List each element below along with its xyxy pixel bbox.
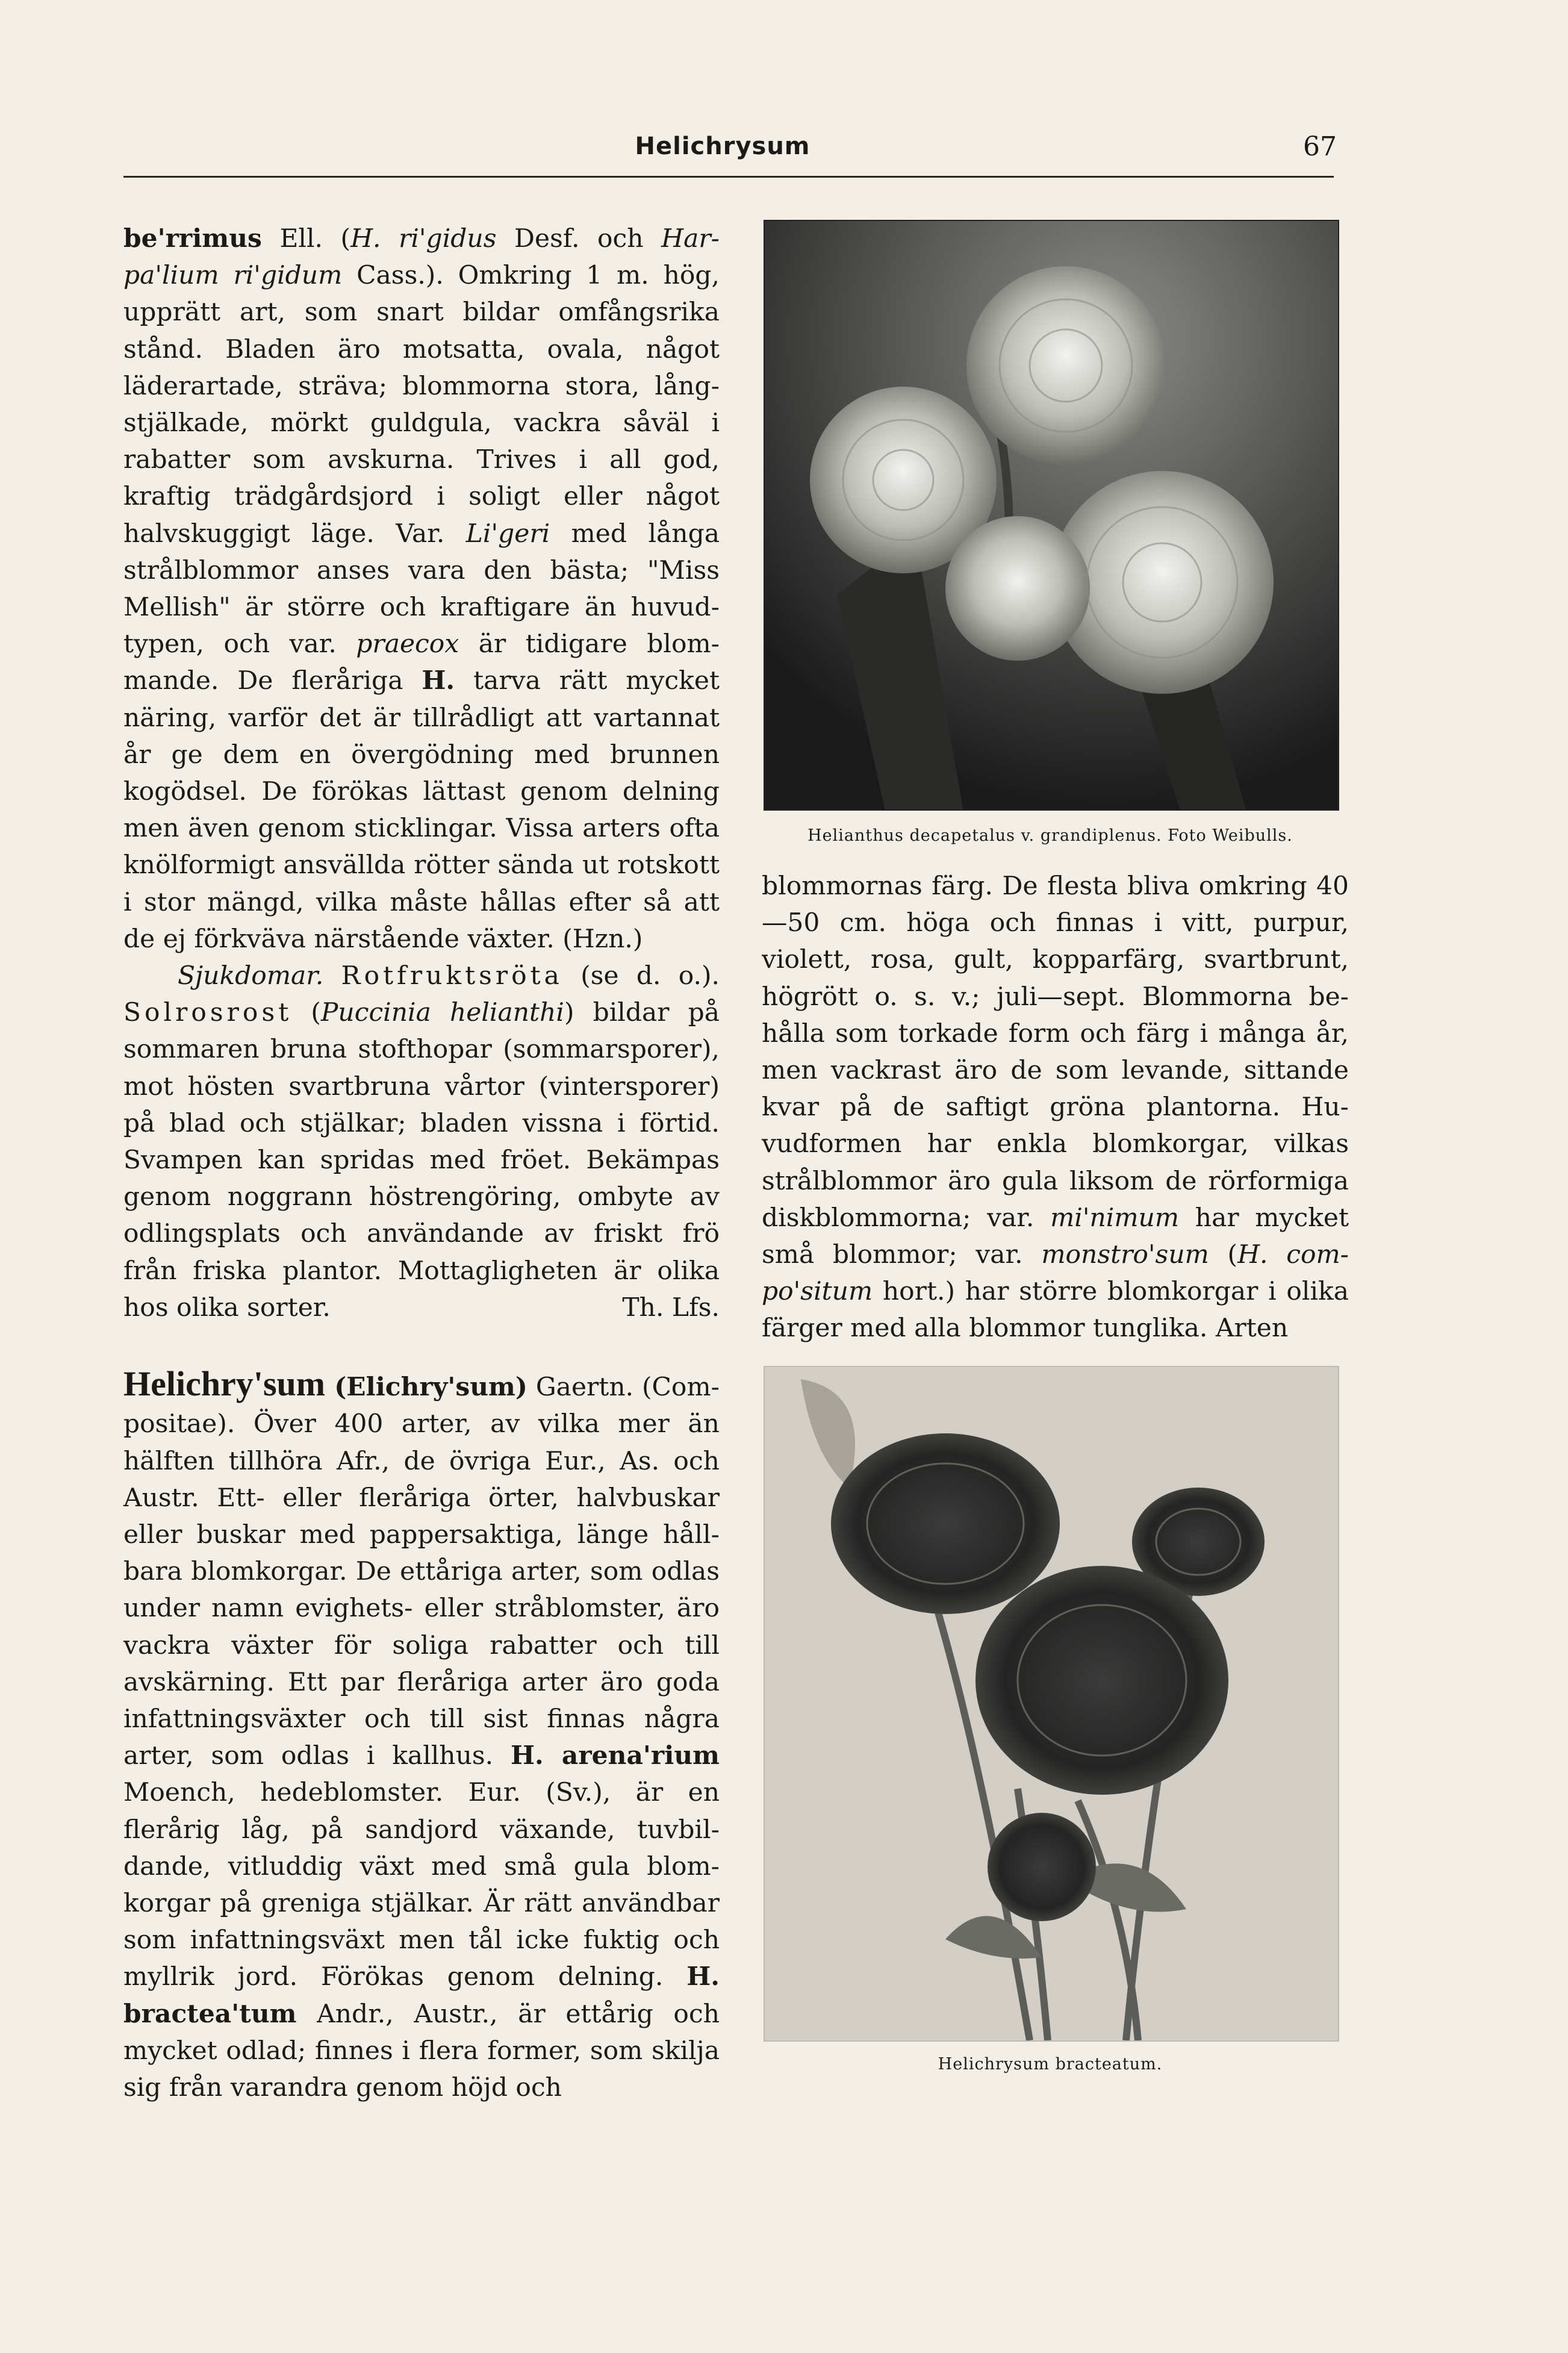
spaced-term: Rotfruktsröta [341, 961, 563, 991]
text-run: Cass.). Omkring 1 m. hög, upprätt art, som snart bildar omfångsrika stånd. Bladen äro motsatta, ovala, något läderartade, sträva; blommorna stora, långstjälkade, mörkt guldgula, vackra såväl i rabatter som avskurna. Trives i all god, kraftig trädgårdsjord i soligt eller något halvskuggigt läge. Var. [123, 260, 720, 548]
strawflower-photo-illustration [765, 1367, 1338, 2040]
bold-text: (Elichry'sum) [325, 1371, 527, 1402]
text-run: med långa strålblommor anses vara den bästa; "Miss Mellish" är större och kraftigare än huvudtypen, och var. [123, 518, 720, 659]
italic-text: H. ri'gidus [350, 223, 497, 253]
italic-text: monstro'sum [1041, 1239, 1209, 1270]
text-run: är tidigare blommande. De fleråriga [123, 629, 720, 696]
flower-photo-illustration [765, 221, 1338, 809]
author-signature: Th. Lfs. [622, 1292, 720, 1322]
italic-text: Puccinia helianthi [320, 997, 564, 1027]
bold-text: be'rrimus [123, 223, 262, 253]
paragraph-helianthus-rigidus [123, 220, 720, 957]
italic-text: Li'geri [465, 518, 550, 548]
italic-text: mi'nimum [1050, 1202, 1180, 1232]
italic-text: praecox [356, 629, 459, 659]
paragraph-diseases [123, 957, 720, 1326]
entry-headword: Helichry'sum [123, 1364, 326, 1404]
text-run [323, 961, 341, 990]
paragraph-helichrysum-continued [762, 867, 1349, 1347]
rich-text [762, 871, 1349, 1342]
text-run: (se d. o.). [562, 961, 720, 991]
right-column [762, 867, 1349, 1347]
bold-text: H. bractea'tum [123, 1961, 720, 2028]
text-run: Desf. och [496, 223, 662, 253]
text-run: blommornas färg. De flesta bliva omkring 40—50 cm. höga och finnas i vitt, purpur, violett, rosa, gult, kopparfärg, svartbrunt, högrött o. s. v.; juli—sept. Blommorna behålla som torkade form och färg i många år, men vackrast äro de som levande, sittande kvar på de saftigt gröna plantorna. Huvudformen har enkla blomkorgar, vilkas strålblommor äro gula liksom de rörformiga diskblommorna; var. [762, 871, 1349, 1232]
spaced-term: Solrosrost [123, 997, 293, 1027]
italic-text: Sjukdomar. [178, 961, 324, 991]
header-rule [123, 176, 1334, 178]
left-column [123, 220, 720, 2105]
entry-separator [123, 1326, 720, 1365]
text-run: har mycket små blommor; var. [762, 1202, 1349, 1270]
rich-text [123, 961, 720, 1322]
paragraph-helichrysum-entry [123, 1365, 720, 2105]
rich-text [123, 1364, 720, 2102]
text-run: Gaertn. (Compositae). Över 400 arter, av vilka mer än hälften tillhöra Afr., de övriga Eur., As. och Austr. Ett- eller fleråriga örter, halvbuskar eller buskar med pappersaktiga, länge hållbara blomkorgar. De ettåriga arter, som odlas under namn evighets- eller stråblomster, äro vackra växter för soliga rabatter och till avskärning. Ett par fleråriga arter äro goda infattningsväxter och till sist finnas några arter, som odlas i kallhus. [123, 1372, 720, 1771]
page-number: 67 [1303, 131, 1337, 162]
text-run: Moench, hedeblomster. Eur. (Sv.), är en flerårig låg, på sandjord växande, tuvbildande, vitluddig växt med små gula blomkorgar på greniga stjälkar. Är rätt användbar som infattningsväxt men tål icke fuktig och myllrik jord. Förökas genom delning. [123, 1777, 720, 1992]
figure-caption-top: Helianthus decapetalus v. grandiplenus. Foto Weibulls. [807, 826, 1293, 845]
photo-helianthus-decapetalus [764, 220, 1339, 811]
text-run: Andr., Austr., är ettårig och mycket odlad; finnes i flera former, som skilja sig från varandra genom höjd och [123, 1998, 720, 2102]
text-run: ( [292, 997, 321, 1027]
bold-text: H. [422, 665, 455, 696]
text-run: ) bildar på sommaren bruna stofthopar (sommarsporer), mot hösten svartbruna vårtor (vintersporer) på blad och stjälkar; bladen vissna i förtid. Svampen kan spridas med fröet. Bekämpas genom noggrann höstrengöring, ombyte av odlingsplats och användande av friskt frö från friska plantor. Mottagligheten är olika hos olika sorter. [123, 997, 720, 1322]
rich-text [123, 223, 720, 953]
photo-helichrysum-bracteatum [764, 1366, 1339, 2042]
text-run: tarva rätt mycket näring, varför det är tillrådligt att vartannat år ge dem en övergödning med brunnen kogödsel. De förökas lättast genom delning men även genom sticklingar. Vissa arters ofta knölformigt ansvällda rötter sända ut rotskott i stor mängd, vilka måste hållas efter så att de ej förkväva närstående växter. (Hzn.) [123, 665, 720, 953]
figure-caption-bottom: Helichrysum bracteatum. [938, 2055, 1163, 2074]
text-run: hort.) har större blomkorgar i olika färger med alla blommor tunglika. Arten [762, 1276, 1349, 1343]
italic-text: H. compo'situm [762, 1239, 1349, 1306]
italic-text: Harpa'lium ri'gidum [123, 223, 720, 290]
bold-text: H. arena'rium [510, 1740, 720, 1771]
running-header: Helichrysum [635, 132, 810, 160]
text-run: ( [1209, 1239, 1238, 1270]
text-run: Ell. ( [261, 223, 351, 253]
